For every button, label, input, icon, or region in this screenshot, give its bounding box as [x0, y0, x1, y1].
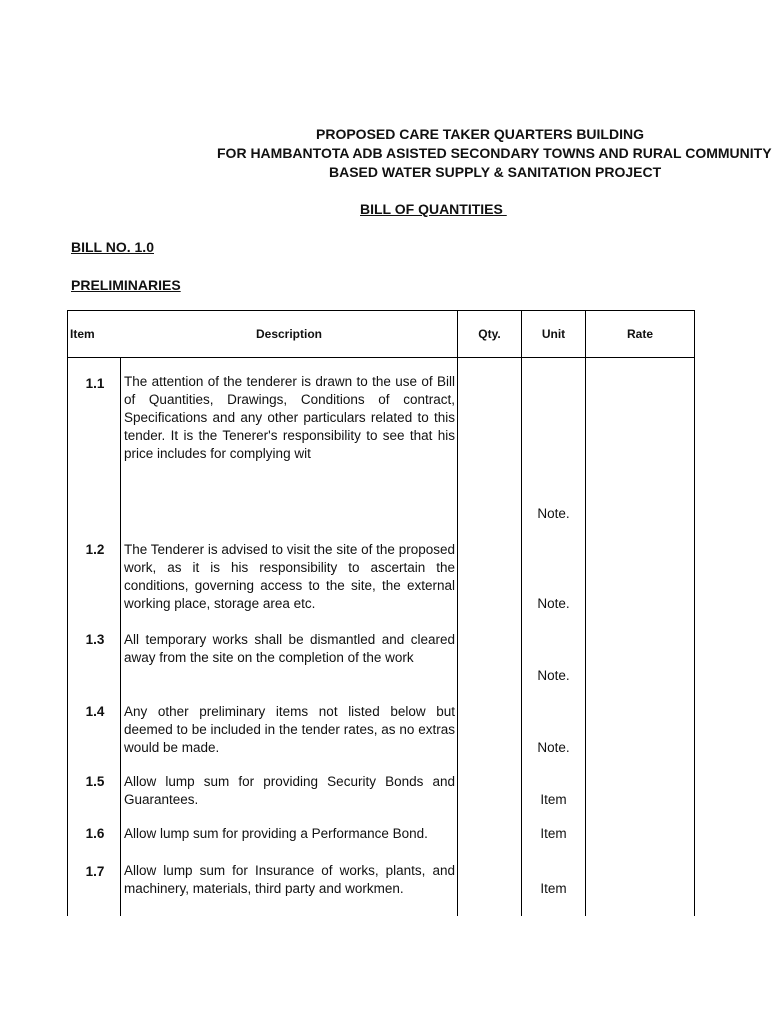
item-number: 1.5 — [85, 774, 105, 789]
column-header-description: Description — [255, 327, 322, 341]
item-number: 1.6 — [85, 826, 105, 841]
item-description: Allow lump sum for providing Security Bonds and Guarantees. — [124, 774, 455, 807]
column-divider-unit — [585, 310, 586, 916]
column-header-qty: Qty. — [478, 327, 501, 341]
column-divider-description — [457, 310, 458, 916]
header-bottom-border — [67, 357, 695, 358]
bill-number: BILL NO. 1.0 — [71, 239, 154, 255]
column-header-item: Item — [70, 327, 95, 341]
column-divider-item — [120, 357, 121, 916]
item-unit: Note. — [537, 668, 570, 683]
item-description: All temporary works shall be dismantled and cleared away from the site on the completion of the work — [124, 632, 455, 665]
item-number: 1.1 — [85, 376, 105, 391]
item-description: The Tenderer is advised to visit the site of the proposed work, as it is his responsibility to ascertain the conditions, governing access to the site, the external working place, storage area etc. — [124, 542, 455, 611]
section-title: PRELIMINARIES — [71, 277, 181, 293]
column-header-unit: Unit — [541, 327, 566, 341]
table-left-border — [67, 310, 68, 916]
item-unit: Item — [540, 792, 567, 807]
project-title-line-3: BASED WATER SUPPLY & SANITATION PROJECT — [329, 164, 662, 180]
item-description: Allow lump sum for providing a Performance Bond. — [124, 826, 428, 841]
item-description: Allow lump sum for Insurance of works, plants, and machinery, materials, third party and workmen. — [124, 863, 455, 896]
item-description: The attention of the tenderer is drawn to the use of Bill of Quantities, Drawings, Conditions of contract, Specifications and any other particulars related to this tender. It is the Tenerer's responsibility to see that his price includes for complying wit — [124, 374, 455, 461]
document-title: BILL OF QUANTITIES — [360, 201, 507, 217]
project-title-line-2: FOR HAMBANTOTA ADB ASISTED SECONDARY TOWNS AND RURAL COMMUNITY — [217, 145, 772, 161]
item-unit: Item — [540, 881, 567, 896]
table-right-border — [694, 310, 695, 916]
item-unit: Note. — [537, 596, 570, 611]
item-number: 1.2 — [85, 542, 105, 557]
item-unit: Item — [540, 826, 567, 841]
item-unit: Note. — [537, 740, 570, 755]
item-description: Any other preliminary items not listed below but deemed to be included in the tender rates, as no extras would be made. — [124, 704, 455, 755]
item-number: 1.7 — [85, 864, 105, 879]
project-title-line-1: PROPOSED CARE TAKER QUARTERS BUILDING — [316, 126, 644, 142]
item-number: 1.3 — [85, 632, 105, 647]
column-header-rate: Rate — [626, 327, 653, 341]
item-unit: Note. — [537, 506, 570, 521]
item-number: 1.4 — [85, 704, 105, 719]
